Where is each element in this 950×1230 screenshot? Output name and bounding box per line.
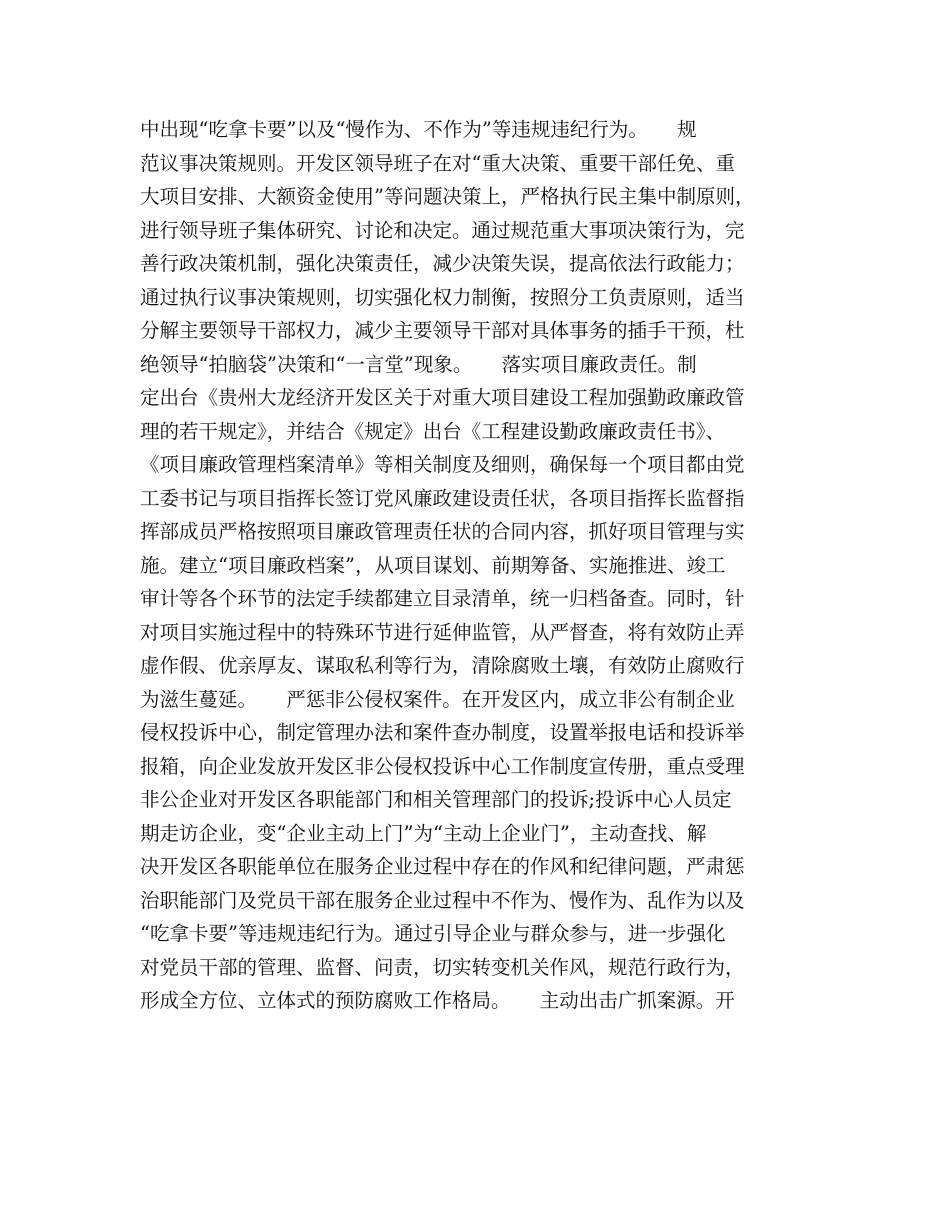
text-line: 通过执行议事决策规则，切实强化权力制衡，按照分工负责原则，适当 (140, 285, 745, 309)
text-line: 进行领导班子集体研究、讨论和决定。通过规范重大事项决策行为，完 (140, 218, 745, 242)
text-line: 范议事决策规则。开发区领导班子在对“重大决策、重要干部任免、重 (140, 151, 735, 175)
text-line: 《项目廉政管理档案清单》等相关制度及细则，确保每一个项目都由党 (140, 453, 745, 476)
text-line: 期走访企业，变“企业主动上门”为“主动上企业门”，主动查找、解 (140, 821, 707, 845)
text-line: 施。建立“项目廉政档案”，从项目谋划、前期筹备、实施推进、竣工 (140, 553, 726, 577)
text-line: 定出台《贵州大龙经济开发区关于对重大项目建设工程加强勤政廉政管 (140, 386, 745, 409)
text-line: 分解主要领导干部权力，减少主要领导干部对具体事务的插手干预，杜 (140, 319, 745, 342)
body-text (140, 113, 830, 1018)
text-line: 工委书记与项目指挥长签订党风廉政建设责任状，各项目指挥长监督指 (140, 486, 745, 510)
text-line: 虚作假、优亲厚友、谋取私利等行为，清除腐败土壤，有效防止腐败行 (140, 654, 745, 677)
text-line: 善行政决策机制，强化决策责任，减少决策失误，提高依法行政能力； (140, 252, 745, 275)
text-line: 报箱，向企业发放开发区非公侵权投诉中心工作制度宣传册，重点受理 (140, 754, 745, 778)
text-line: 侵权投诉中心，制定管理办法和案件查办制度，设置举报电话和投诉举 (140, 721, 745, 744)
text-line: 治职能部门及党员干部在服务企业过程中不作为、慢作为、乱作为以及 (140, 888, 745, 912)
text-line: 中出现“吃拿卡要”以及“慢作为、不作为”等违规违纪行为。 规 (140, 118, 697, 141)
text-line: 对项目实施过程中的特殊环节进行延伸监管，从严督查，将有效防止弄 (140, 620, 745, 644)
text-line: “吃拿卡要”等违规违纪行为。通过引导企业与群众参与，进一步强化 (140, 922, 726, 945)
text-line: 非公企业对开发区各职能部门和相关管理部门的投诉;投诉中心人员定 (140, 788, 732, 811)
text-line: 大项目安排、大额资金使用”等问题决策上，严格执行民主集中制原则， (140, 185, 755, 208)
text-line: 挥部成员严格按照项目廉政管理责任状的合同内容，抓好项目管理与实 (140, 520, 745, 543)
text-line: 形成全方位、立体式的预防腐败工作格局。 主动出击广抓案源。开 (140, 989, 735, 1012)
text-line: 决开发区各职能单位在服务企业过程中存在的作风和纪律问题，严肃惩 (140, 855, 745, 878)
text-line: 绝领导“拍脑袋”决策和“一言堂”现象。 落实项目廉政责任。制 (140, 352, 697, 376)
text-line: 理的若干规定》，并结合《规定》出台《工程建设勤政廉政责任书》、 (140, 419, 726, 443)
text-line: 对党员干部的管理、监督、问责，切实转变机关作风，规范行政行为， (140, 955, 745, 979)
text-line: 审计等各个环节的法定手续都建立目录清单，统一归档备查。同时，针 (140, 587, 745, 610)
text-line: 为滋生蔓延。 严惩非公侵权案件。在开发区内，成立非公有制企业 (140, 687, 735, 711)
